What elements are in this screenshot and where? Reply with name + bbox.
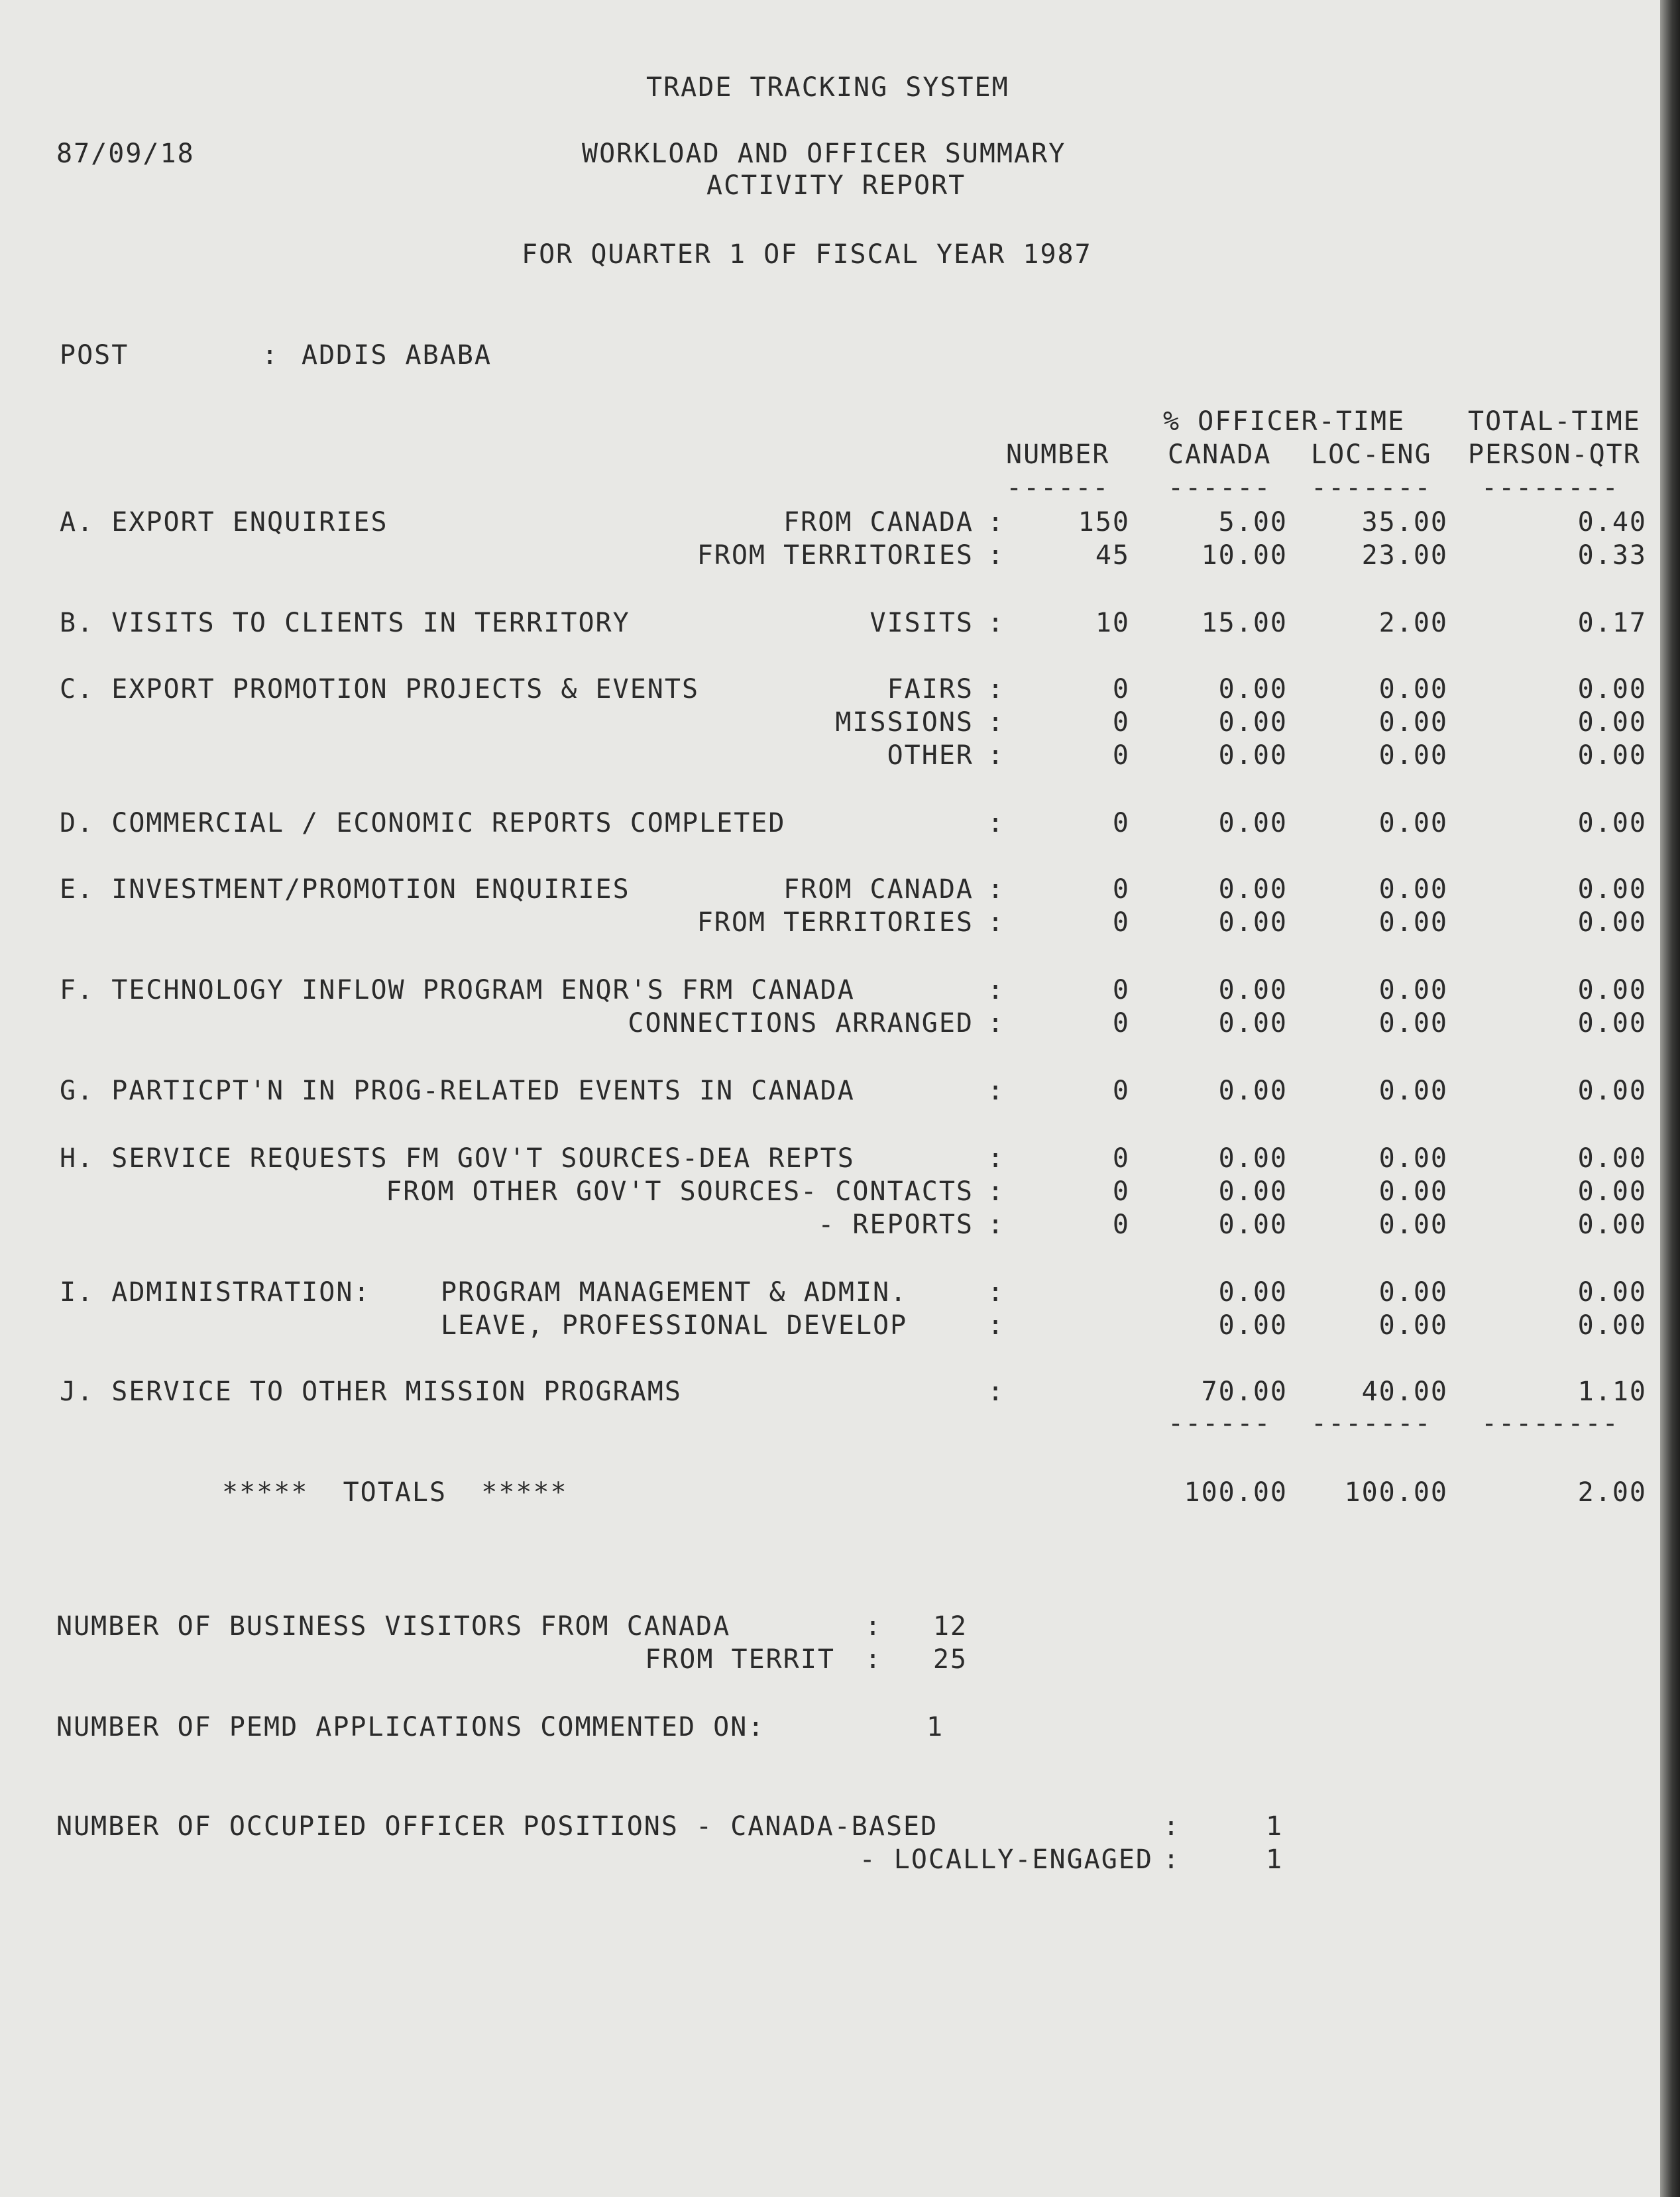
row-section-label: H. SERVICE REQUESTS FM GOV'T SOURCES-DEA REPTS [60, 1143, 855, 1174]
row-canada-pct: 0.00 [1218, 1310, 1288, 1341]
row-section-label: C. EXPORT PROMOTION PROJECTS & EVENTS [60, 674, 700, 704]
row-person-qtr: 0.33 [1577, 540, 1647, 571]
row-colon: : [987, 1076, 1005, 1106]
pemd-label: NUMBER OF PEMD APPLICATIONS COMMENTED ON: [56, 1712, 765, 1742]
row-loceng-pct: 0.00 [1378, 975, 1448, 1005]
row-canada-pct: 0.00 [1218, 975, 1288, 1005]
row-loceng-pct: 0.00 [1378, 1143, 1448, 1174]
positions-colon: : [1163, 1811, 1181, 1842]
row-loceng-pct: 0.00 [1378, 740, 1448, 771]
visitors-colon: : [865, 1644, 883, 1675]
row-colon: : [987, 1277, 1005, 1308]
row-loceng-pct: 0.00 [1378, 1310, 1448, 1341]
row-loceng-pct: 0.00 [1378, 1008, 1448, 1039]
visitors-territ-value: 25 [932, 1644, 968, 1675]
row-colon: : [987, 1176, 1005, 1207]
positions-canada-value: 1 [1266, 1811, 1284, 1842]
row-colon: : [987, 1008, 1005, 1039]
row-colon: : [987, 740, 1005, 771]
col-number: NUMBER [1006, 439, 1110, 470]
row-number: 0 [1112, 808, 1130, 838]
row-canada-pct: 0.00 [1218, 1076, 1288, 1106]
col-number-underline: ------ [1006, 473, 1110, 503]
row-section-label: E. INVESTMENT/PROMOTION ENQUIRIES [60, 874, 630, 905]
row-sub-label: - REPORTS [818, 1210, 974, 1240]
row-sub-label: FAIRS [887, 674, 974, 704]
row-person-qtr: 0.00 [1577, 975, 1647, 1005]
row-colon: : [987, 874, 1005, 905]
row-number: 0 [1112, 907, 1130, 938]
row-section-label: G. PARTICPT'N IN PROG-RELATED EVENTS IN CANADA [60, 1076, 855, 1106]
row-person-qtr: 0.40 [1577, 507, 1647, 537]
row-colon: : [987, 707, 1005, 738]
post-label: POST [60, 340, 129, 370]
row-loceng-pct: 0.00 [1378, 1076, 1448, 1106]
row-number: 0 [1112, 674, 1130, 704]
row-number: 0 [1112, 1176, 1130, 1207]
row-sub-label: LEAVE, PROFESSIONAL DEVELOP [441, 1310, 908, 1341]
row-sub-label: OTHER [887, 740, 974, 771]
col-person-qtr-underline: -------- [1481, 473, 1620, 503]
row-person-qtr: 0.00 [1577, 1210, 1647, 1240]
row-canada-pct: 5.00 [1218, 507, 1288, 537]
row-canada-pct: 10.00 [1201, 540, 1288, 571]
row-colon: : [987, 1143, 1005, 1174]
positions-colon: : [1163, 1844, 1181, 1875]
row-number: 0 [1112, 1076, 1130, 1106]
row-person-qtr: 0.00 [1577, 808, 1647, 838]
pemd-value: 1 [926, 1712, 944, 1742]
row-loceng-pct: 0.00 [1378, 1176, 1448, 1207]
row-canada-pct: 0.00 [1218, 907, 1288, 938]
report-date: 87/09/18 [56, 139, 195, 169]
row-sub-label: FROM CANADA [783, 874, 974, 905]
row-loceng-pct: 0.00 [1378, 874, 1448, 905]
col-loc-eng-underline: ------- [1311, 473, 1432, 503]
visitors-territ-label: FROM TERRIT [645, 1644, 835, 1675]
row-person-qtr: 0.00 [1577, 1310, 1647, 1341]
row-number: 10 [1095, 608, 1130, 638]
row-person-qtr: 0.17 [1577, 608, 1647, 638]
row-number: 0 [1112, 740, 1130, 771]
row-person-qtr: 0.00 [1577, 1143, 1647, 1174]
row-colon: : [987, 540, 1005, 571]
row-colon: : [987, 1310, 1005, 1341]
totals-person-qtr: 2.00 [1577, 1477, 1647, 1508]
totals-canada-underline: ------ [1168, 1408, 1272, 1439]
positions-local-label: - LOCALLY-ENGAGED [859, 1844, 1153, 1875]
row-number: 0 [1112, 874, 1130, 905]
row-person-qtr: 0.00 [1577, 874, 1647, 905]
row-colon: : [987, 507, 1005, 537]
row-loceng-pct: 35.00 [1361, 507, 1448, 537]
row-person-qtr: 0.00 [1577, 1076, 1647, 1106]
totals-loceng-pct: 100.00 [1344, 1477, 1448, 1508]
row-canada-pct: 0.00 [1218, 1008, 1288, 1039]
row-section-label: A. EXPORT ENQUIRIES [60, 507, 388, 537]
row-canada-pct: 0.00 [1218, 808, 1288, 838]
col-person-qtr: PERSON-QTR [1468, 439, 1641, 470]
row-number: 0 [1112, 707, 1130, 738]
totals-label: ***** TOTALS ***** [222, 1477, 568, 1508]
report-subtitle: ACTIVITY REPORT [706, 170, 966, 201]
row-loceng-pct: 0.00 [1378, 907, 1448, 938]
row-sub-label: CONNECTIONS ARRANGED [628, 1008, 974, 1039]
row-loceng-pct: 0.00 [1378, 707, 1448, 738]
row-sub-label: FROM TERRITORIES [697, 907, 974, 938]
row-number: 0 [1112, 975, 1130, 1005]
row-number: 0 [1112, 1210, 1130, 1240]
row-colon: : [987, 1377, 1005, 1407]
col-group-total-time: TOTAL-TIME [1468, 406, 1641, 437]
row-person-qtr: 0.00 [1577, 707, 1647, 738]
row-colon: : [987, 975, 1005, 1005]
system-title: TRADE TRACKING SYSTEM [646, 72, 1009, 103]
row-loceng-pct: 23.00 [1361, 540, 1448, 571]
row-section-label: I. ADMINISTRATION: [60, 1277, 371, 1308]
row-colon: : [987, 608, 1005, 638]
positions-local-value: 1 [1266, 1844, 1284, 1875]
row-canada-pct: 15.00 [1201, 608, 1288, 638]
positions-label: NUMBER OF OCCUPIED OFFICER POSITIONS - CANADA-BASED [56, 1811, 938, 1842]
report-period: FOR QUARTER 1 OF FISCAL YEAR 1987 [522, 239, 1092, 270]
row-loceng-pct: 40.00 [1361, 1377, 1448, 1407]
row-loceng-pct: 0.00 [1378, 1277, 1448, 1308]
row-sub-label: VISITS [869, 608, 974, 638]
row-number: 0 [1112, 1143, 1130, 1174]
row-loceng-pct: 2.00 [1378, 608, 1448, 638]
row-person-qtr: 0.00 [1577, 740, 1647, 771]
visitors-label: NUMBER OF BUSINESS VISITORS FROM CANADA [56, 1611, 731, 1642]
post-separator: : [262, 340, 280, 370]
row-sub-label: MISSIONS [835, 707, 974, 738]
totals-loceng-underline: ------- [1311, 1408, 1432, 1439]
row-colon: : [987, 808, 1005, 838]
row-number: 45 [1095, 540, 1130, 571]
row-canada-pct: 0.00 [1218, 1143, 1288, 1174]
row-section-label: F. TECHNOLOGY INFLOW PROGRAM ENQR'S FRM CANADA [60, 975, 855, 1005]
visitors-colon: : [865, 1611, 883, 1642]
row-loceng-pct: 0.00 [1378, 674, 1448, 704]
totals-canada-pct: 100.00 [1184, 1477, 1288, 1508]
row-sub-label: FROM CANADA [783, 507, 974, 537]
row-colon: : [987, 907, 1005, 938]
row-loceng-pct: 0.00 [1378, 808, 1448, 838]
row-colon: : [987, 1210, 1005, 1240]
page-edge-shadow [1660, 0, 1680, 2197]
row-person-qtr: 0.00 [1577, 1176, 1647, 1207]
totals-pq-underline: -------- [1481, 1408, 1620, 1439]
report-title: WORKLOAD AND OFFICER SUMMARY [582, 139, 1066, 169]
row-canada-pct: 0.00 [1218, 1277, 1288, 1308]
row-number: 0 [1112, 1008, 1130, 1039]
row-person-qtr: 1.10 [1577, 1377, 1647, 1407]
row-section-label: J. SERVICE TO OTHER MISSION PROGRAMS [60, 1377, 682, 1407]
post-value: ADDIS ABABA [302, 340, 492, 370]
row-canada-pct: 0.00 [1218, 740, 1288, 771]
row-sub-label: PROGRAM MANAGEMENT & ADMIN. [441, 1277, 908, 1308]
row-canada-pct: 0.00 [1218, 674, 1288, 704]
col-canada-underline: ------ [1168, 473, 1272, 503]
row-canada-pct: 0.00 [1218, 707, 1288, 738]
col-group-officer-time: % OFFICER-TIME [1163, 406, 1406, 437]
row-sub-label: FROM TERRITORIES [697, 540, 974, 571]
row-sub-label: FROM OTHER GOV'T SOURCES- CONTACTS [386, 1176, 974, 1207]
row-person-qtr: 0.00 [1577, 674, 1647, 704]
row-loceng-pct: 0.00 [1378, 1210, 1448, 1240]
row-colon: : [987, 674, 1005, 704]
col-canada: CANADA [1168, 439, 1272, 470]
row-person-qtr: 0.00 [1577, 1277, 1647, 1308]
row-canada-pct: 0.00 [1218, 1176, 1288, 1207]
row-canada-pct: 0.00 [1218, 874, 1288, 905]
row-person-qtr: 0.00 [1577, 907, 1647, 938]
row-canada-pct: 0.00 [1218, 1210, 1288, 1240]
row-canada-pct: 70.00 [1201, 1377, 1288, 1407]
visitors-canada-value: 12 [932, 1611, 968, 1642]
col-loc-eng: LOC-ENG [1311, 439, 1432, 470]
row-number: 150 [1078, 507, 1130, 537]
row-section-label: D. COMMERCIAL / ECONOMIC REPORTS COMPLETED [60, 808, 786, 838]
row-person-qtr: 0.00 [1577, 1008, 1647, 1039]
row-section-label: B. VISITS TO CLIENTS IN TERRITORY [60, 608, 630, 638]
